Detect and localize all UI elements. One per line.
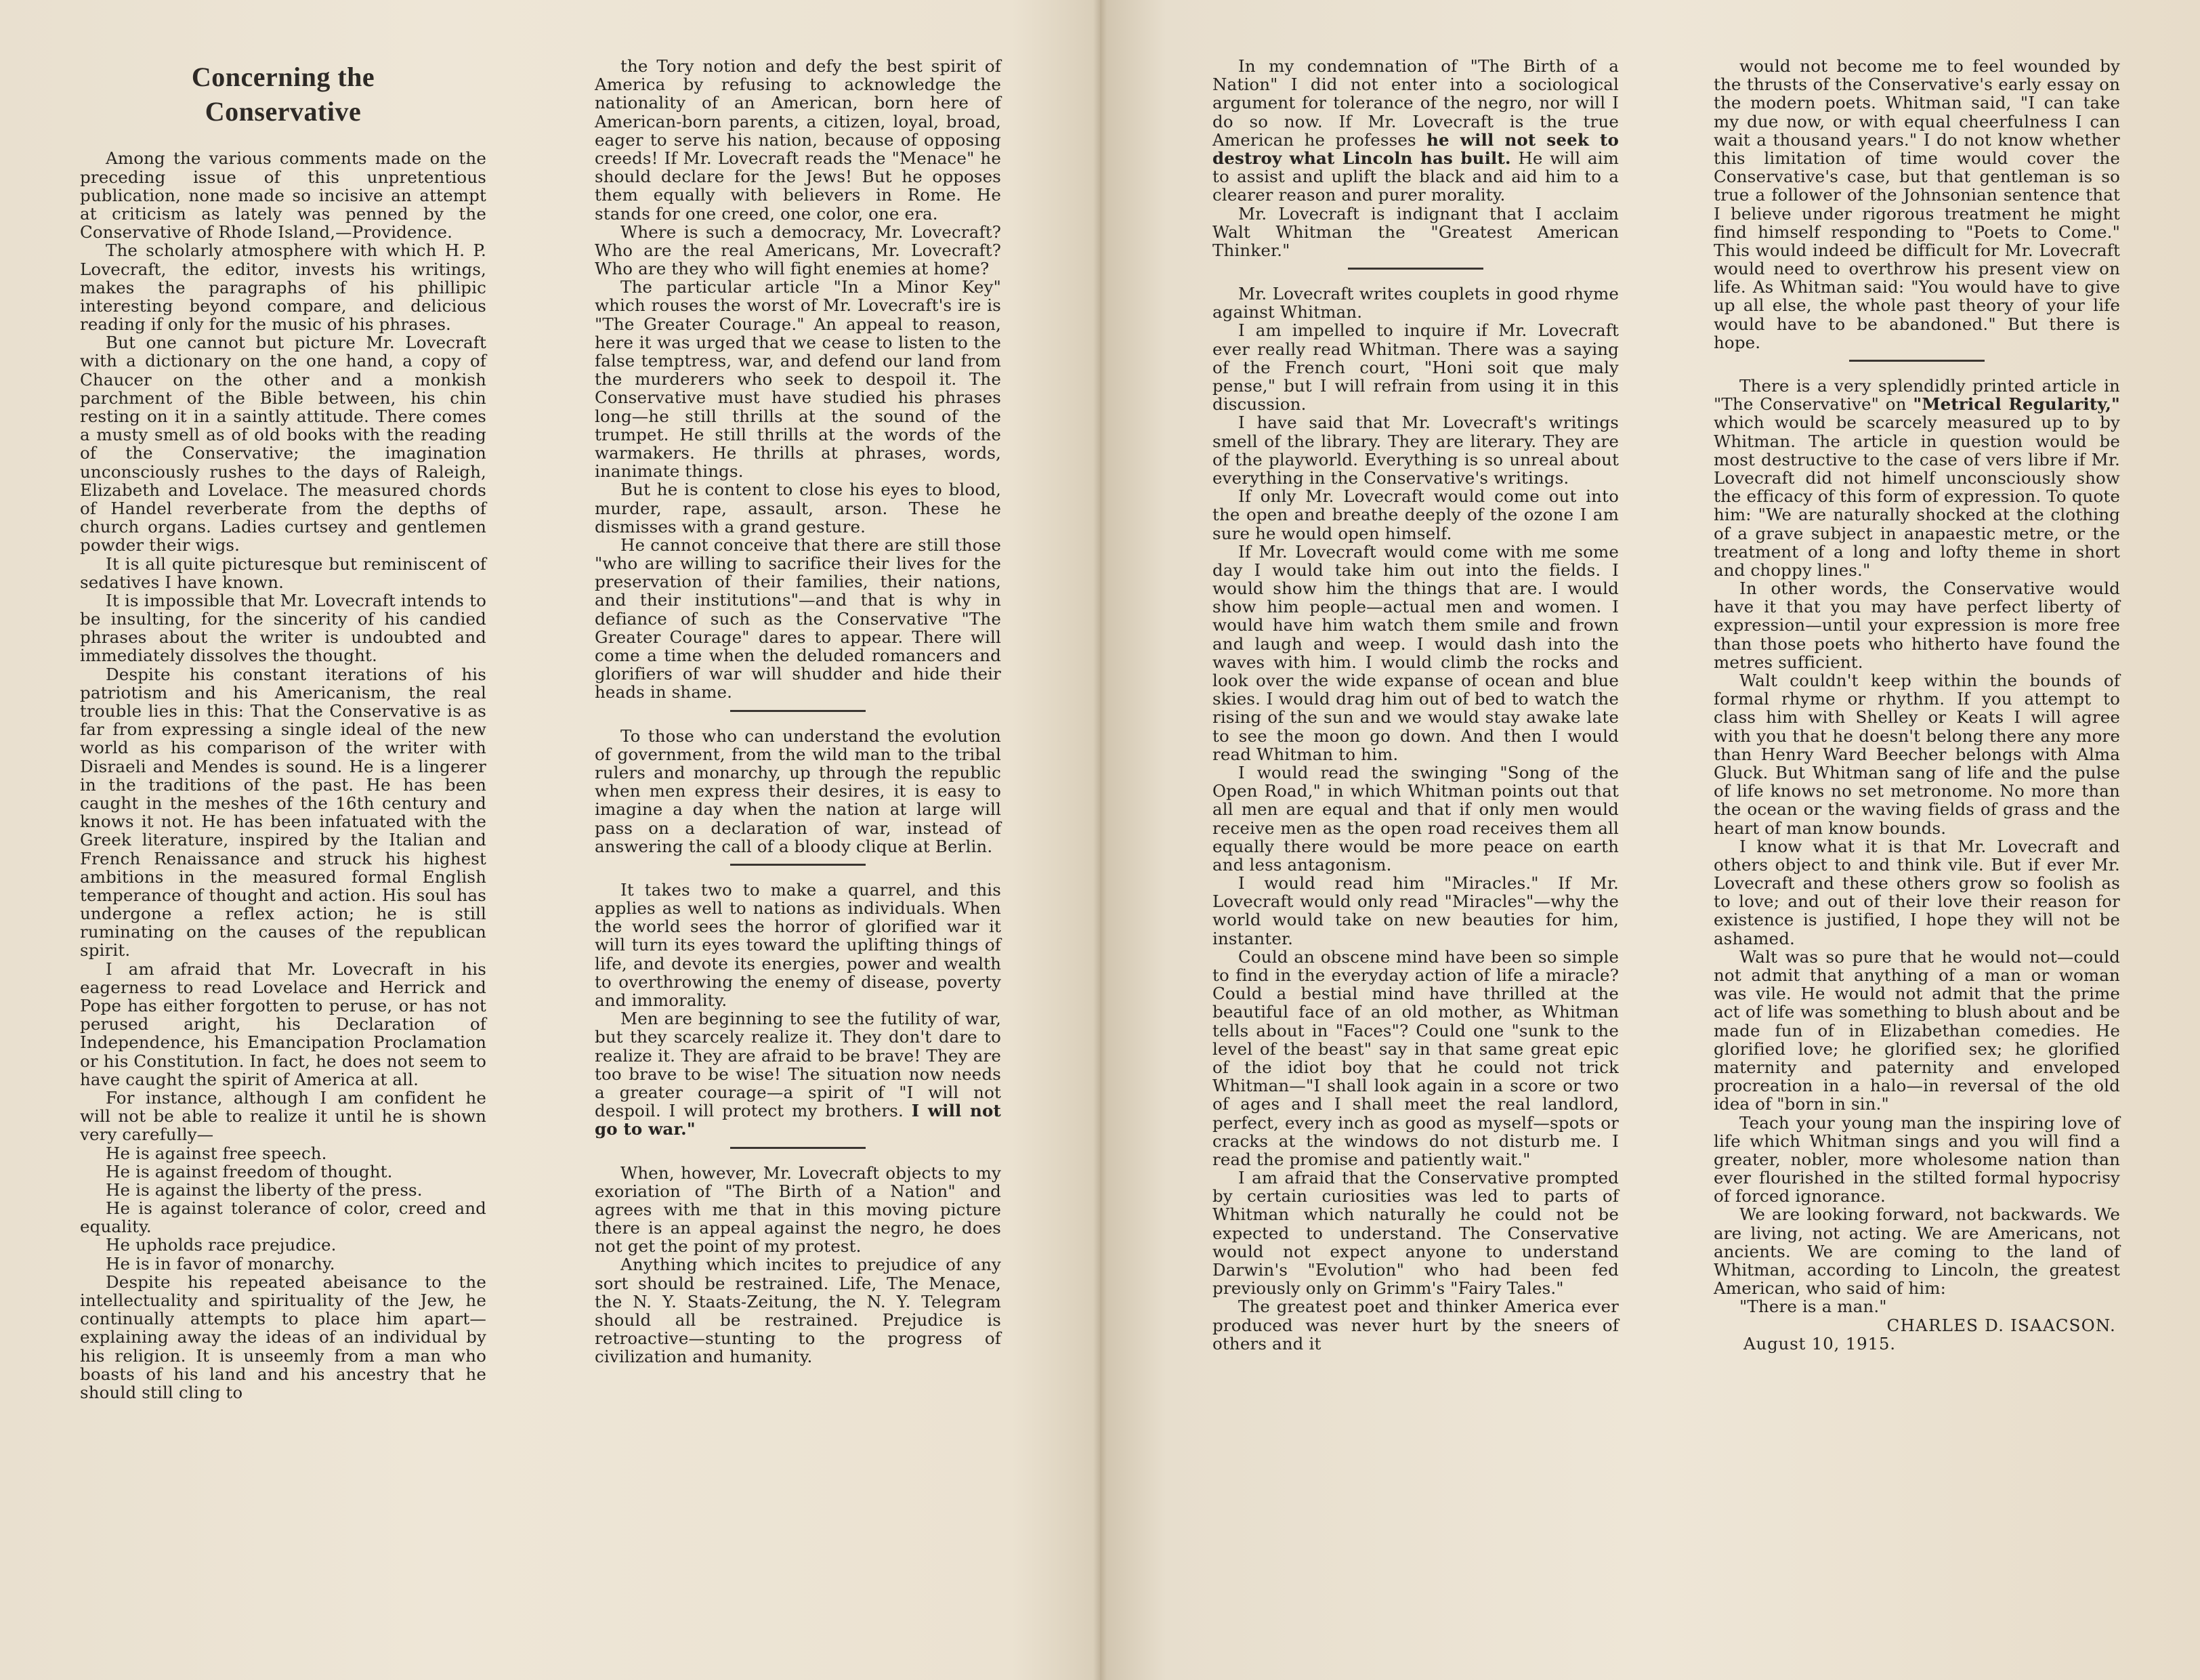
paragraph: To those who can understand the evolution of government, from the wild man to the tribal rulers and monarchy, up through the republic when men express their desires, it is easy to imagine a day when the nation at large will pass on a declaration of war, instead of answering the call of a bloody clique at Berlin. [595, 726, 1001, 856]
title-line-2: Conservative [205, 96, 362, 127]
section-divider [1849, 360, 1985, 362]
paragraph: When, however, Mr. Lovecraft objects to my exoriation of "The Birth of a Nation" and agrees with me that in this moving picture there is an appeal against the negro, he does not get the point of my protest. [595, 1162, 1001, 1257]
paragraph-text: There is a very splendidly printed article in "The Conservative" on [1714, 376, 2120, 415]
paragraph-text: which would be scarcely measured up to by Whitman. The article in question would be most destructive to the case of vers libre if Mr. Lovecraft did not himelf unconsciously show the efficacy of this form of expression. To quote him: "We are naturally shocked at the clothing of a grave subject in anapaestic metre, or the treatment of a long and lofty theme in short and choppy lines." [1714, 413, 2120, 580]
column-2 [595, 57, 1001, 1366]
col2-section-a [595, 57, 1001, 702]
paragraph: In other words, the Conservative would have it that you may have perfect liberty of expression—until your expression is more free than those poets who hitherto have found the metres sufficient. [1714, 579, 2120, 672]
paragraph: The scholarly atmosphere with which H. P. Lovecraft, the editor, invests his writings, makes the paragraphs of his phillipic interesting beyond compare, and delicious reading if only for the music of his phrases. [80, 240, 486, 335]
page-spine [1093, 0, 1107, 1680]
col1-paragraphs [80, 149, 486, 1402]
paragraph: would not become me to feel wounded by the thrusts of the Conservative's early essay on the modern poets. Whitman said, "I can take my due now, or with equal cheerfulness I can wait a thousand years." I do not know whether this limitation of time would cover the Conservative's case, but that gentleman is so true a follower of the Johnsonian sentence that I believe under rigorous treatment he might find himself responding to "Poets to Come." This would indeed be difficult for Mr. Lovecraft would need to overthrow his present view on life. As Whitman said: "You would have to give up all else, the whole past theory of your life would have to be abandoned." But there is hope. [1714, 56, 2120, 352]
paragraph: I would read him "Miracles." If Mr. Lovecraft would only read "Miracles"—why the world would take on new beauties for him, instanter. [1212, 873, 1619, 948]
paragraph: I am afraid that the Conservative prompted by certain curiosities was led to parts of Whitman which naturally he could not be expected to understand. The Conservative would not expect anyone to understand Darwin's "Evolution" who had been fed previously only on Grimm's "Fairy Tales." [1212, 1168, 1619, 1299]
paragraph: It is all quite picturesque but reminiscent of sedatives I have known. [80, 553, 486, 592]
paragraph: Teach your young man the inspiring love of life which Whitman sings and you will find a greater, nobler, more wholesome nation than ever flourished in the stilted formal hypocrisy of forced ignorance. [1714, 1112, 2120, 1206]
paragraph: Walt was so pure that he would not—could not admit that anything of a man or woman was vile. He would not admit that the prime act of life was something to blush about and be made fun of in Elizabethan comedies. He glorified love; he glorified sex; he glorified maternity and paternity and enveloped procreation in a halo—in reversal of the old idea of "born in sin." [1714, 946, 2120, 1114]
paragraph: Anything which incites to prejudice of any sort should be restrained. Life, The Menace, the N. Y. Staats-Zeitung, the N. Y. Telegram should all be restrained. Prejudice is retroactive—stunting to the progress of civilization and humanity. [595, 1255, 1001, 1367]
paragraph: I would read the swinging "Song of the Open Road," in which Whitman points out that all men are equal and that if only men would receive men as the open road receives them all equally there would be more peace on earth and less antagonism. [1212, 762, 1619, 875]
col3-section-c [1212, 285, 1619, 1353]
title-line-1: Concerning the [191, 62, 375, 92]
paragraph: If only Mr. Lovecraft would come out into the open and breathe deeply of the ozone I am sure he would open himself. [1212, 486, 1619, 543]
paragraph: He is against freedom of thought. [106, 1161, 393, 1181]
paragraph: Mr. Lovecraft writes couplets in good rhyme against Whitman. [1212, 284, 1619, 322]
section-divider [730, 864, 866, 866]
paragraph [1212, 57, 1619, 205]
col3-section-b [1212, 205, 1619, 260]
paragraph: It is impossible that Mr. Lovecraft intends to be insulting, for the sincerity of his candied phrases about the writer is undoubted and immediately dissolves the thought. [80, 590, 486, 666]
paragraph: Despite his constant iterations of his patriotism and his Americanism, the real trouble lies in this: That the Conservative is as far from expressing a single ideal of the new world as his comparison of the writer with Disraeli and Mendes is sound. He is a lingerer in the traditions of the past. He has been caught in the meshes of the 16th century and knows it not. He has been infatuated with the Greek literature, inspired by the Italian and French Renaissance and struck his highest ambitions in the measured formal English temperance of thought and action. His soul has undergone a reflex action; he is still ruminating on the causes of the republican spirit. [80, 664, 486, 961]
section-divider [730, 1147, 866, 1149]
paragraph: The greatest poet and thinker America ever produced was never hurt by the sneers of others and it [1212, 1297, 1619, 1353]
paragraph: The particular article "In a Minor Key" which rouses the worst of Mr. Lovecraft's ire is "The Greater Courage." An appeal to reason, here it was urged that we cease to listen to the false temptress, war, and defend our land from the murderers who seek to despoil it. The Conservative must have studied his phrases long—he still thrills at the sound of the trumpet. He still thrills at the words of the warmakers. He thrills at phrases, words, inanimate things. [595, 277, 1001, 482]
col2-section-e [595, 1164, 1001, 1366]
paragraph-text: In my condemnation of "The Birth of a Nation" I did not enter into a sociological argument for tolerance of the negro, nor will I do so now. If Mr. Lovecraft is the true American he professes [1212, 56, 1619, 150]
paragraph: Mr. Lovecraft is indignant that I acclaim Walt Whitman the "Greatest American Thinker." [1212, 203, 1619, 260]
paragraph: "There is a man." [1739, 1297, 1887, 1317]
paragraph: He is against tolerance of color, creed and equality. [80, 1198, 486, 1237]
column-1 [80, 60, 486, 1402]
col2-section-b [595, 727, 1001, 856]
paragraph: I am afraid that Mr. Lovecraft in his eagerness to read Lovelace and Herrick and Pope has either forgotten to peruse, or has not perused aright, his Declaration of Independence, his Emancipation Proclamation or his Constitution. In fact, he does not seem to have caught the spirit of America at all. [80, 959, 486, 1089]
section-divider [1348, 268, 1483, 270]
paragraph: Despite his repeated abeisance to the intellectuality and spirituality of the Jew, he continually attempts to place him apart—explaining away the ideas of an individual by his religion. It is unseemly from a man who boasts of his land and his ancestry that he should still cling to [80, 1272, 486, 1402]
col4-section-c [1714, 579, 2120, 1316]
col2-section-c [595, 881, 1001, 1009]
bold-phrase: I will not go to war." [595, 1101, 1001, 1139]
paragraph-text: He will aim to assist and uplift the black and aid him to a clearer reason and purer morality. [1212, 148, 1619, 205]
paragraph: the Tory notion and defy the best spirit of America by refusing to acknowledge the nationality of an American, born here of American-born parents, a citizen, loyal, broad, eager to serve his nation, because of opposing creeds! If Mr. Lovecraft reads the "Menace" he should declare for the Jews! But he opposes them equally with believers in Rome. He stands for one creed, one color, one era. [595, 56, 1001, 224]
paragraph: He cannot conceive that there are still those "who are willing to sacrifice their lives for the preservation of their families, their nations, and their institutions"—and that is why in defiance of such as the Conservative "The Greater Courage" dares to appear. There will come a time when the deluded romancers and glorifiers of war will shudder and hide their heads in shame. [595, 534, 1001, 702]
paragraph: Among the various comments made on the preceding issue of this unpretentious publication, none made so incisive an attempt at criticism as lately was penned by the Conservative of Rhode Island,—Providence. [80, 148, 486, 243]
paragraph [1714, 377, 2120, 579]
paragraph: He is against free speech. [106, 1143, 327, 1163]
paragraph: He upholds race prejudice. [106, 1235, 337, 1255]
bold-phrase: he will not seek to destroy what Lincoln has built. [1212, 129, 1619, 168]
column-3 [1212, 57, 1619, 1353]
article-title [80, 60, 486, 129]
paragraph: He is against the liberty of the press. [106, 1179, 423, 1200]
paragraph: I am impelled to inquire if Mr. Lovecraft ever really read Whitman. There was a saying of the French court, "Honi soit que maly pense," but I will refrain from using it in this discussion. [1212, 320, 1619, 415]
paragraph: He is in favor of monarchy. [106, 1253, 335, 1274]
paragraph: Could an obscene mind have been so simple to find in the everyday action of life a miracle? Could a bestial mind have thrilled at the beautiful face of an old mother, as Whitman tells about in "Faces"? Could one "sunk to the level of the beast" say in that same great epic of the idiot boy that he could not trick Whitman—"I shall look again in a score or two of ages and I shall meet the real landlord, perfect, every inch as good as myself—spots or cracks at the windows do not disturb me. I read the promise and patiently wait." [1212, 946, 1619, 1169]
paragraph: I have said that Mr. Lovecraft's writings smell of the library. They are literary. They are of the playworld. Everything is so unreal about everything in the Conservative's writings. [1212, 413, 1619, 488]
paragraph: But he is content to close his eyes to blood, murder, rape, assault, arson. These he dismisses with a grand gesture. [595, 480, 1001, 537]
paragraph: It takes two to make a quarrel, and this applies as well to nations as individuals. When the world sees the horror of glorified war it will turn its eyes toward the uplifting things of life, and devote its energies, power and wealth to overthrowing the enemy of disease, poverty and immorality. [595, 879, 1001, 1010]
article-date: August 10, 1915. [1743, 1333, 1896, 1353]
col4-section-a [1714, 57, 2120, 352]
section-divider [730, 710, 866, 712]
paragraph: If Mr. Lovecraft would come with me some day I would take him out into the fields. I would show him the things that are. I would show him people—actual men and women. I would have him watch them smile and frown and laugh and weep. I would dash into the waves with him. I would climb the rocks and look over the wide expanse of ocean and blue skies. I would drag him out of bed to watch the rising of the sun and we would stay awake late to see the moon go down. And then I would read Whitman to him. [1212, 541, 1619, 764]
paragraph: For instance, although I am confident he will not be able to realize it until he is shown very carefully— [80, 1087, 486, 1145]
paragraph: I know what it is that Mr. Lovecraft and others object to and think vile. But if ever Mr. Lovecraft and these others grow so foolish as to love; and out of their love their reason for existence is justified, I hope they will not be ashamed. [1714, 836, 2120, 948]
paragraph: Where is such a democracy, Mr. Lovecraft? Who are the real Americans, Mr. Lovecraft? Who are they who will fight enemies at home? [595, 222, 1001, 279]
paragraph: We are looking forward, not backwards. We are living, not acting. We are Americans, not ancients. We are coming to the land of Whitman, according to Lincoln, the greatest American, who said of him: [1714, 1204, 2120, 1299]
paragraph [595, 1009, 1001, 1138]
author-signature: CHARLES D. ISAACSON. [1886, 1315, 2116, 1335]
paragraph-text: Men are beginning to see the futility of war, but they scarcely realize it. They don't dare to realize it. They are afraid to be brave! They are too brave to be wise! The situation now needs a greater courage—a spirit of "I will not despoil. I will protect my brothers. [595, 1009, 1001, 1121]
bold-phrase: "Metrical Regularity," [1913, 394, 2120, 415]
paragraph: But one cannot but picture Mr. Lovecraft with a dictionary on the one hand, a copy of Chaucer on the other and a monkish parchment of the Bible between, his chin resting on it in a saintly attitude. There comes a musty smell as of old books with the reading of the Conservative; the imagination unconsciously rushes to the days of Raleigh, Elizabeth and Lovelace. The measured chords of Handel reverberate from the depths of church organs. Ladies curtsey and gentlemen powder their wigs. [80, 333, 486, 555]
paragraph: Walt couldn't keep within the bounds of formal rhyme or rhythm. If you attempt to class him with Shelley or Keats I will agree with you that he doesn't belong there any more than Henry Ward Beecher belongs with Alma Gluck. But Whitman sang of life and the pulse of life knows no set metronome. No more than the ocean or the waving fields of grass and the heart of man know bounds. [1714, 671, 2120, 838]
column-4 [1714, 57, 2120, 1353]
